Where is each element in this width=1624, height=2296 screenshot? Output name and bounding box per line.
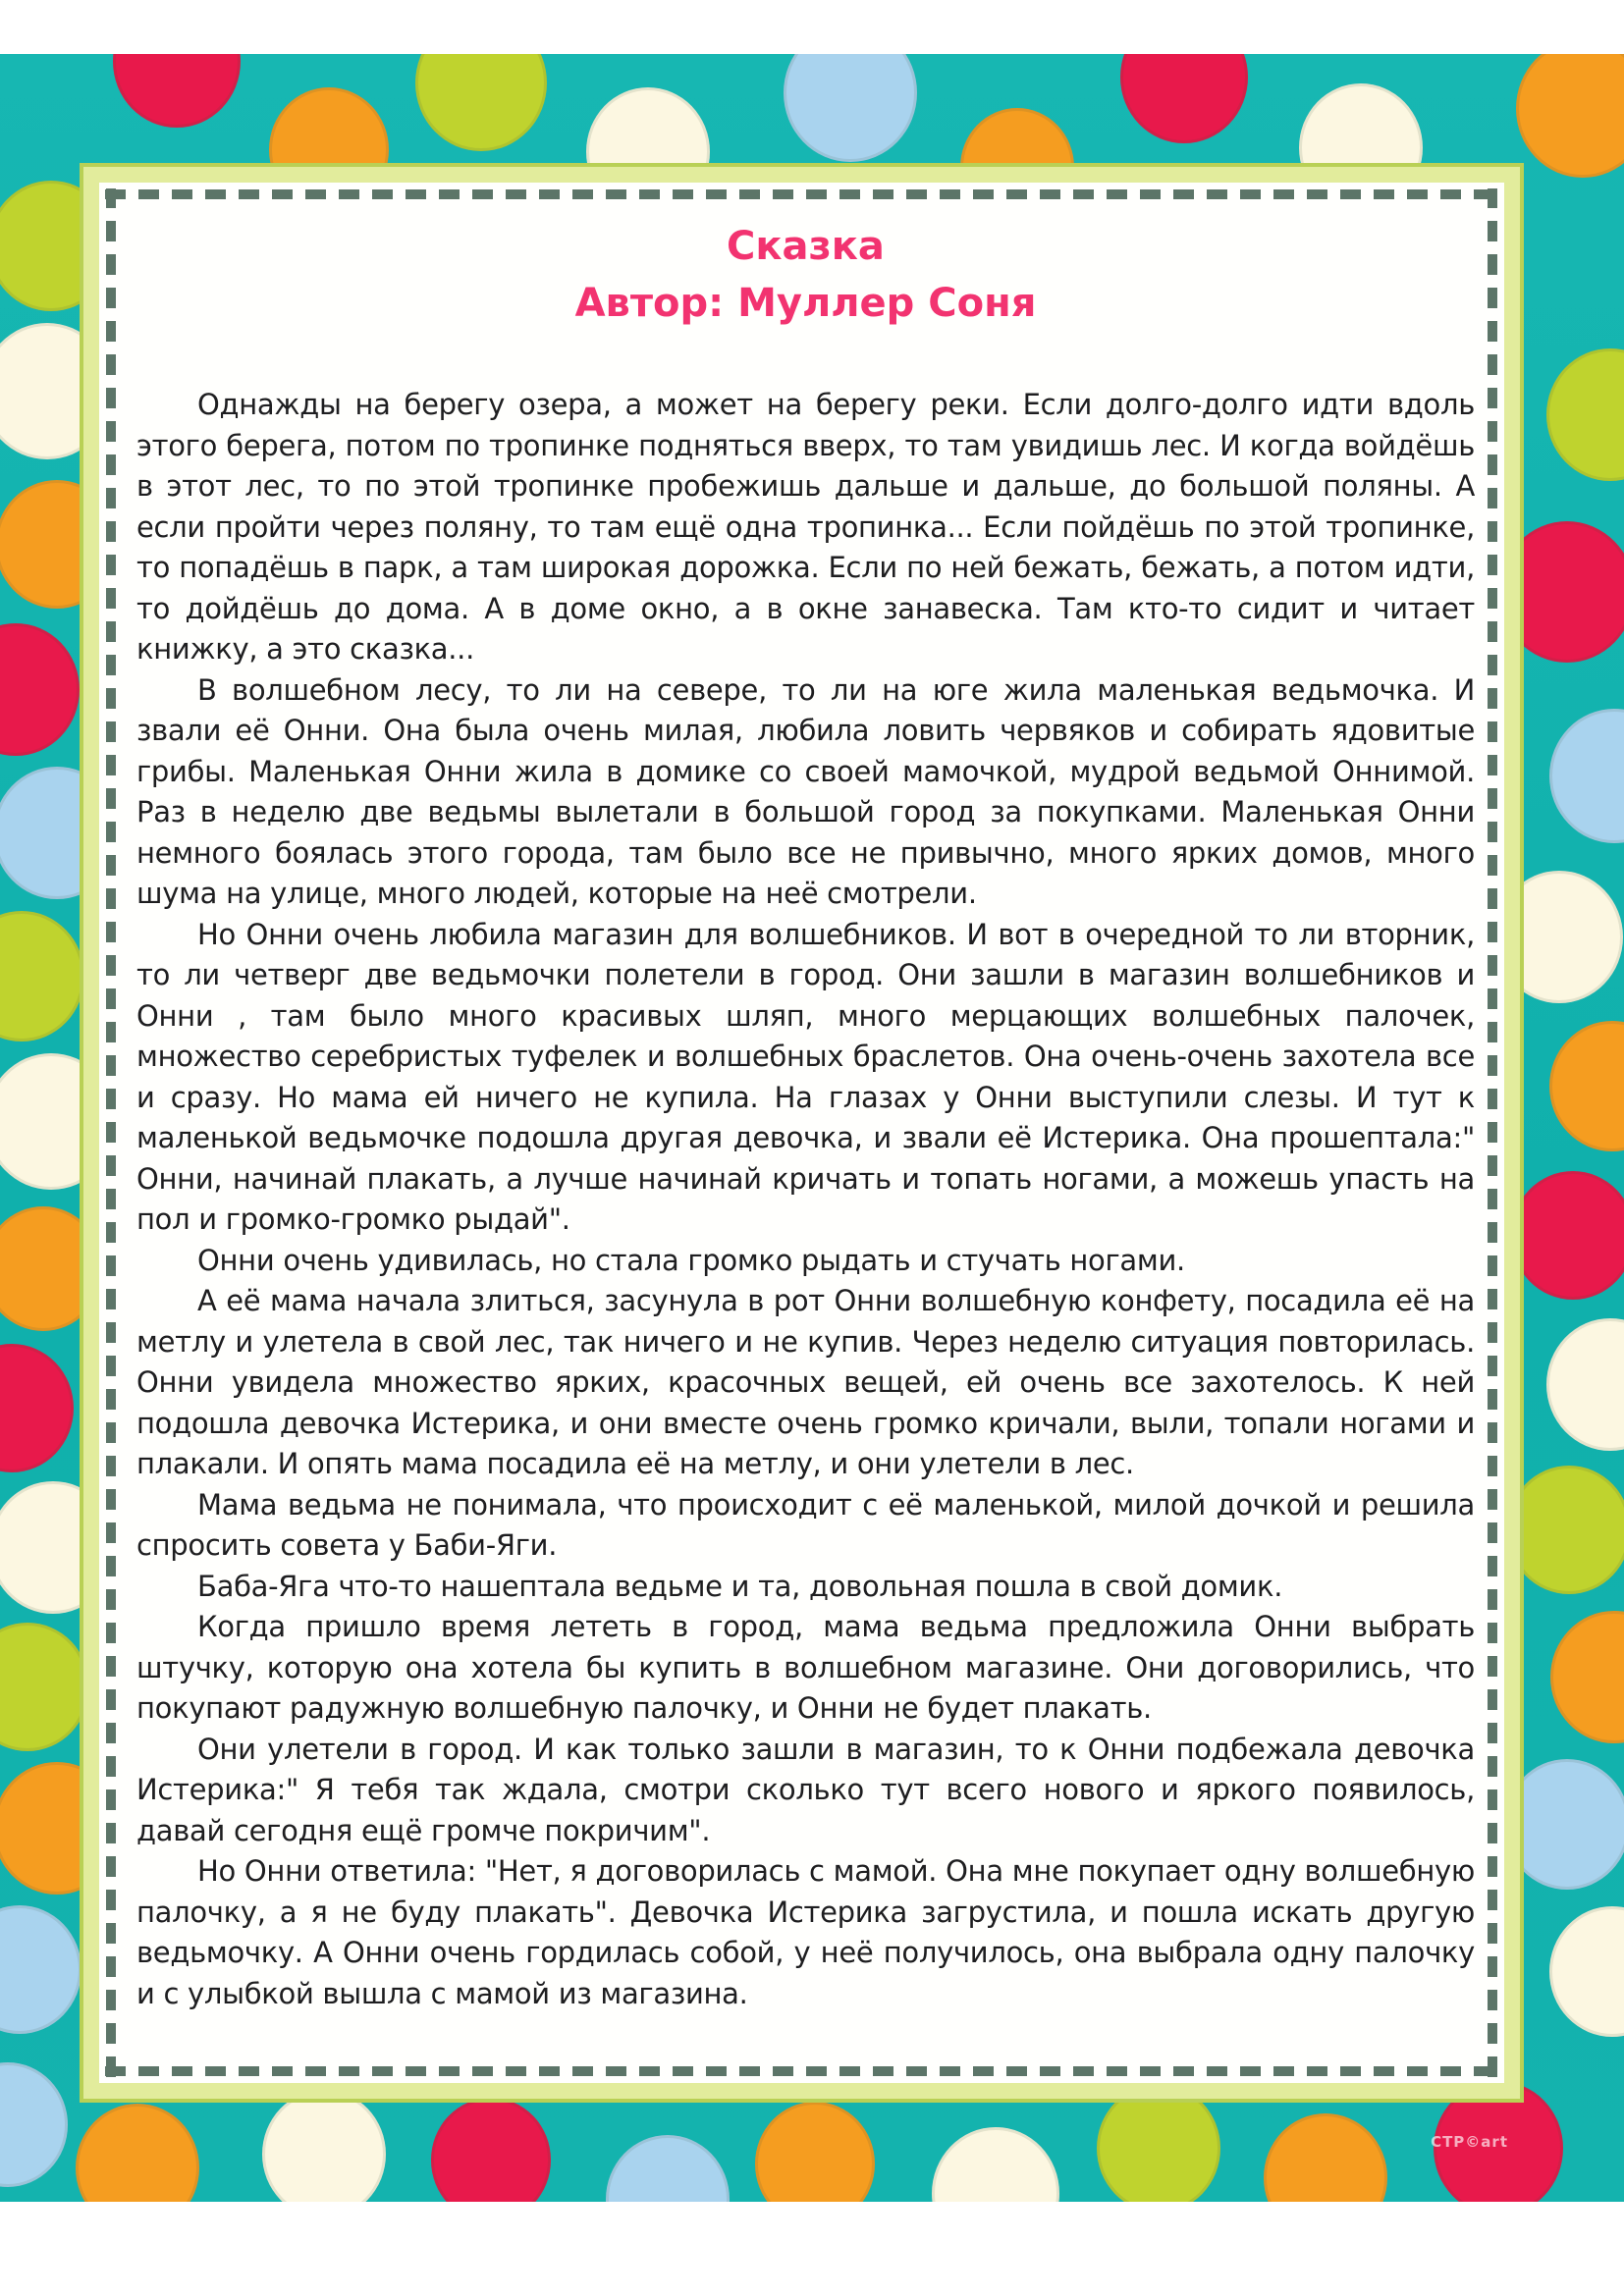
watermark: CTP©art	[1431, 2133, 1508, 2151]
polka-dot	[1546, 348, 1624, 481]
story-paragraph: Баба-Яга что-то нашептала ведьме и та, довольная пошла в свой домик.	[197, 1569, 1283, 1603]
polka-dot	[431, 2098, 551, 2202]
story-text	[136, 385, 1475, 2014]
dashed-border-bottom	[105, 2066, 1498, 2076]
story-title: Сказка	[727, 224, 885, 269]
story-paragraph: Но Онни очень любила магазин для волшебников. И вот в очередной то ли вторник, то ли четверг две ведьмочки полетели в город. Они зашли в магазин волшебников и Онни , там было много красивых шляп, много мерцающих волшебных палочек, множество серебристых туфелек и волшебных браслетов. Она очень-очень захотела все и сразу. Но мама ей ничего не купила. На глазах у Онни выступили слезы. И тут к маленькой ведьмочке подошла другая девочка, и звали её Истерика. Она прошептала:" Онни, начинай плакать, а лучше начинай кричать и топать ногами, а можешь упасть на пол и громко-громко рыдай".	[136, 917, 1475, 1236]
story-paragraph: В волшебном лесу, то ли на севере, то ли на юге жила маленькая ведьмочка. И звали её Онни. Она была очень милая, любила ловить червяков и собирать ядовитые грибы. Маленькая Онни жила в домике со своей мамочкой, мудрой ведьмой Оннимой. Раз в неделю две ведьмы вылетали в большой город за покупками. Маленькая Онни немного боялась этого города, там было все не привычно, много ярких домов, много шума на улице, много людей, которые на неё смотрели.	[136, 672, 1475, 910]
story-paragraph: Онни очень удивилась, но стала громко рыдать и стучать ногами.	[197, 1243, 1185, 1277]
story-content	[136, 202, 1475, 2059]
polka-dot	[76, 2104, 199, 2202]
polka-dot	[415, 54, 547, 151]
story-paragraph: Мама ведьма не понимала, что происходит с её маленькой, милой дочкой и решила спросить совета у Баби-Яги.	[136, 1487, 1475, 1562]
polka-dot	[1507, 1466, 1624, 1594]
polka-dot	[1549, 709, 1624, 843]
story-author: Автор: Муллер Соня	[574, 281, 1037, 326]
polka-dot	[606, 2135, 730, 2202]
polka-dot	[1264, 2113, 1387, 2202]
polka-dot	[1504, 1759, 1624, 1890]
polka-dot	[784, 54, 917, 162]
polka-dot	[932, 2127, 1059, 2202]
polka-dot	[1097, 2084, 1220, 2202]
dashed-border-right	[1488, 188, 1497, 2077]
polka-dot	[0, 911, 84, 1041]
dashed-border-left	[106, 188, 116, 2077]
polka-dot	[755, 2102, 875, 2202]
story-paragraph: А её мама начала злиться, засунула в рот Онни волшебную конфету, посадила её на метлу и улетела в свой лес, так ничего и не купив. Через неделю ситуация повторилась. Онни увидела множество ярких, красочных вещей, ей очень все захотелось. К ней подошла девочка Истерика, и они вместе очень громко кричали, выли, топали ногами и плакали. И опять мама посадила её на метлу, и они улетели в лес.	[136, 1284, 1475, 1480]
polka-dot	[1549, 1021, 1624, 1151]
polka-dot	[1550, 1611, 1624, 1743]
polka-dot	[262, 2090, 386, 2202]
polka-dot	[1120, 54, 1248, 143]
dashed-border-top	[105, 189, 1498, 199]
story-paragraph: Когда пришло время лететь в город, мама ведьма предложила Онни выбрать штучку, которую она хотела бы купить в волшебном магазине. Они договорились, что покупают радужную волшебную палочку, и Онни не будет плакать.	[136, 1610, 1475, 1725]
polka-dot	[0, 2062, 68, 2187]
polka-dot	[1511, 1171, 1624, 1300]
polka-dot	[113, 54, 241, 128]
polka-dot	[0, 1905, 81, 2034]
story-paragraph: Однажды на берегу озера, а может на берегу реки. Если долго-долго идти вдоль этого берега, потом по тропинке подняться вверх, то там увидишь лес. И когда войдёшь в этот лес, то по этой тропинке пробежишь дальше и дальше, до большой поляны. А если пройти через поляну, то там ещё одна тропинка... Если пойдёшь по этой тропинке, то попадёшь в парк, а там широкая дорожка. Если по ней бежать, бежать, а потом идти, то дойдёшь до дома. А в доме окно, а в окне занавеска. Там кто-то сидит и читает книжку, а это сказка...	[136, 388, 1475, 666]
story-page	[83, 167, 1520, 2099]
polka-dot	[1549, 1906, 1624, 2037]
polka-dot	[0, 623, 80, 756]
story-paragraph: Они улетели в город. И как только зашли в магазин, то к Онни подбежала девочка Истерика:" Я тебя так ждала, смотри сколько тут всего нового и яркого появилось, давай сегодня ещё громче покричим".	[136, 1732, 1475, 1847]
story-paragraph: Но Онни ответила: "Нет, я договорилась с мамой. Она мне покупает одну волшебную палочку, а я не буду плакать". Девочка Истерика загрустила, и пошла искать другую ведьмочку. А Онни очень гордилась собой, у неё получилось, она выбрала одну палочку и с улыбкой вышла с мамой из магазина.	[136, 1854, 1475, 2010]
polka-dot	[0, 1344, 74, 1472]
polka-dot	[1516, 54, 1624, 178]
polka-dot	[0, 1623, 89, 1751]
polka-dot	[1546, 1318, 1624, 1451]
